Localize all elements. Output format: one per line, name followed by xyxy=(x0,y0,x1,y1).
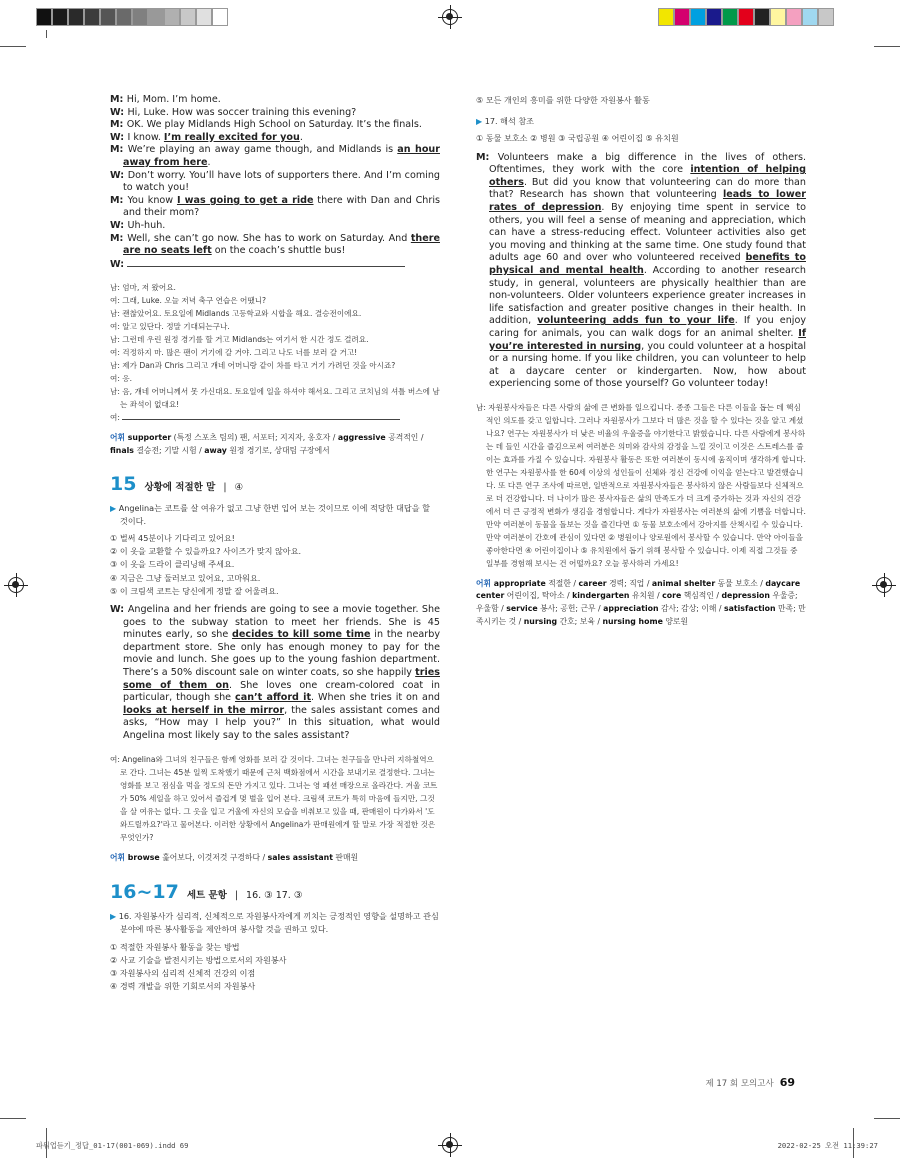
question-15-options xyxy=(110,532,440,598)
text-run: . When she tries it on and xyxy=(311,692,441,704)
text-run: Don’t worry. You’ll have lots of supporters there. And I’m coming to watch you! xyxy=(123,169,441,194)
registration-mark-icon xyxy=(442,9,458,25)
key-phrase: tries some of them on xyxy=(123,666,440,691)
dialogue-line xyxy=(110,132,440,145)
separator: | xyxy=(223,481,227,493)
vocab-meaning: 봉사; 공헌; 근무 / xyxy=(537,604,604,614)
option-item: ③ 자원봉사의 심리적 신체적 건강의 이점 xyxy=(110,968,256,979)
dialogue-line xyxy=(110,220,440,233)
triangle-right-icon: ▶ xyxy=(110,503,119,513)
file-name: 파워업듣기_정답_01-17(001-069).indd 69 xyxy=(36,1141,189,1150)
text-run: OK. We play Midlands High School on Saturday. It’s the finals. xyxy=(126,119,422,131)
separator: | xyxy=(234,890,239,902)
key-phrase: an hour away from here xyxy=(123,144,440,168)
question-17-options: ① 동물 보호소 ② 병원 ③ 국립공원 ④ 어린이집 ⑤ 유치원 xyxy=(476,133,679,144)
option-item: ④ 경력 개발을 위한 기회로서의 자원봉사 xyxy=(110,981,256,992)
key-phrase: benefits to physical and mental health xyxy=(489,252,806,276)
speaker-label: W: xyxy=(110,169,128,181)
dialogue-line xyxy=(110,233,440,258)
question-16-explanation: ▶ 16. 자원봉사가 심리적, 신체적으로 자원봉사자에게 끼치는 긍정적인 영향을 설명하고 관심 분야에 따른 봉사활동을 제안하며 봉사할 것을 권하고 있다. xyxy=(110,911,439,935)
vocab-meaning: 경력; 직업 / xyxy=(606,578,652,588)
text-run: , you could volunteer at a hospital or a nursing home. If you like children, you can volunteer to help at a daycare center or kindergarten. Now, how about experiencing some of those yourself? Go volunteer today! xyxy=(489,340,807,390)
question-15-passage xyxy=(110,604,440,743)
key-phrase: intention of helping others xyxy=(489,164,806,188)
speaker-label: M: xyxy=(110,194,128,206)
question-16-17-header xyxy=(110,881,440,904)
question-16-17-passage xyxy=(476,152,806,391)
translation-line: 여: xyxy=(110,411,440,424)
speaker-label: M: xyxy=(110,232,128,244)
key-phrase: If you’re interested in nursing xyxy=(489,327,806,352)
vocab-word: supporter xyxy=(127,433,172,443)
translation-line: 남: 음, 걔네 어머니께서 못 가신대요. 토요일에 일을 하셔야 해서요. 그리고 코치님의 셔틀 버스에 남는 좌석이 없대요! xyxy=(110,387,440,410)
speaker-label: W: xyxy=(110,219,128,231)
speaker-label: W: xyxy=(110,258,128,270)
left-column xyxy=(110,94,440,993)
crop-mark xyxy=(0,46,26,47)
text-run: , the sales assistant comes and asks, “How may I help you?” In this situation, what would Angelina most likely say to the sales assistant? xyxy=(123,704,440,741)
vocab-meaning: 판매원 xyxy=(332,852,359,862)
dialogue-line xyxy=(110,119,440,132)
vocab-word: aggressive xyxy=(337,433,386,443)
right-column xyxy=(476,94,806,628)
answer-blank xyxy=(122,411,400,420)
vocab-meaning: 적절한 / xyxy=(545,578,579,588)
translation-line: 여: 걱정하지 마. 많은 팬이 거기에 갈 거야. 그리고 나도 너를 보러 갈 거고! xyxy=(110,348,358,358)
dialogue-line xyxy=(110,258,440,272)
speaker-label: W: xyxy=(110,604,128,616)
question-16-17-translation: 남: 자원봉사자들은 다른 사람의 삶에 큰 변화를 일으킵니다. 종종 그들은 다른 이들을 돕는 데 핵심적인 의도를 갖고 일합니다. 그러나 자원봉사가 그보다 더 많은 것을 할 수 있다는 것을 알고 계셨나요? 연구는 자원봉사가 더 낮은 비율의 우울증을 야기한다고 밝혔습니다. 다른 사람에게 봉사하는 데 들인 시간을 즐김으로써 여러분은 의미와 감사의 감정을 느낄 것이고 이것은 스트레스를 줄이는 효과를 가질 수 있습니다. 자원봉사 활동은 또한 여러분이 동시에 움직이며 생각하게 합니다. 한 연구는 자원봉사를 한 60세 이상의 성인들이 신체와 정신 건강에 이익을 얻는다고 발견했습니다. 또 다른 연구 조사에 따르면, 일반적으로 자원봉사자들은 봉사하지 않은 사람들보다 신체적으로 더 건강합니다. 더 나이가 많은 봉사자들은 삶의 만족도가 더 크게 증가하는 것과 자신의 건강에서 더 큰 긍정적 변화가 생김을 경험합니다. 게다가 자원봉사는 여러분의 삶에 기쁨을 더합니다. 만약 여러분이 동물을 돌보는 것을 즐긴다면 ① 동물 보호소에서 강아지를 산책시킬 수 있습니다. 만약 여러분이 간호에 관심이 있다면 ② 병원이나 양로원에서 봉사할 수 있습니다. 만약 아이들을 좋아한다면 ④ 어린이집이나 ⑤ 유치원에서 돕기 위해 봉사할 수 있습니다. 이제 직접 그것들 중 일부를 경험해 보시는 건 어떨까요? 오늘 봉사하러 가세요! xyxy=(476,402,806,568)
key-phrase: volunteering adds fun to your life xyxy=(537,315,735,327)
vocab-meaning: 훑어보다, 이것저것 구경하다 / xyxy=(159,852,268,862)
text-run: . By enjoying time spent in service to others, you will feel a sense of meaning and appreciation, which can have a stress-reducing effect. Volunteer activities also get you moving and thinking at the same time. One study found that adults age 60 and over who volunteered received xyxy=(489,201,806,264)
text-run: Hi, Luke. How was soccer training this evening? xyxy=(127,106,357,118)
vocab-meaning: 원정 경기로, 상대팀 구장에서 xyxy=(226,445,330,455)
question-16-options-cont xyxy=(476,94,806,107)
vocab-meaning: 우울증; 우울함 / xyxy=(476,591,798,614)
key-phrase: leads to lower rates of depression xyxy=(489,189,807,213)
text-run: Hi, Mom. I’m home. xyxy=(126,94,221,105)
question-number: 15 xyxy=(110,472,137,495)
test-label: 제 17 회 모의고사 xyxy=(705,1079,774,1089)
speaker-label: W: xyxy=(110,106,128,118)
text-run: You know xyxy=(127,194,177,206)
vocab-meaning: 만족; 만족시키는 것 / xyxy=(476,604,806,626)
vocab-word: sales assistant xyxy=(267,852,333,862)
text-run: . According to another research study, in general, volunteers are physically healthier than are non-volunteers. Older volunteers experience greater increases in life satisfaction and greater positive changes in their health. In addition, xyxy=(489,264,806,327)
vocab-meaning: 간호; 보육 / xyxy=(557,616,603,626)
translation-14 xyxy=(110,281,440,424)
vocab-meaning: 핵심적인 / xyxy=(681,591,722,601)
option-item: ① 벌써 45분이나 기다리고 있어요! xyxy=(110,533,235,543)
dialogue-14 xyxy=(110,94,440,271)
vocab-15 xyxy=(110,852,440,865)
question-17-reference: ▶ 17. 해석 참조 xyxy=(476,116,534,127)
vocab-meaning: 어린이집, 탁아소 / xyxy=(504,591,573,601)
color-strip xyxy=(658,8,834,26)
text-run: . If you enjoy caring for animals, you can walk dogs for an animal shelter. xyxy=(489,315,806,339)
key-phrase: decides to kill some time xyxy=(232,629,371,641)
question-15-header xyxy=(110,472,440,495)
vocab-word: away xyxy=(204,445,227,455)
text-run: . xyxy=(299,131,303,143)
text-run: in the nearby department store. She only has enough money to pay for the movie and lunch. She goes up to the young fashion department. There’s a 50% discount sale on winter coats, so she happily xyxy=(123,629,440,678)
translation-line: 남: 그런데 우린 원정 경기를 할 거고 Midlands는 여기서 한 시간 정도 걸려요. xyxy=(110,335,369,345)
translation-line: 남: 제가 Dan과 Chris 그리고 걔네 어머니랑 같이 차를 타고 거기 가려던 것을 아시죠? xyxy=(110,361,396,371)
text-run: I know. xyxy=(127,131,164,143)
vocab-word: satisfaction xyxy=(724,604,776,614)
crop-mark xyxy=(874,1118,900,1119)
vocab-word: appreciation xyxy=(603,604,659,614)
registration-mark-icon xyxy=(876,577,892,593)
speaker-label: W: xyxy=(110,131,128,143)
vocab-meaning: 공격적인 / xyxy=(385,433,424,443)
vocab-meaning: 결승전; 기말 시험 / xyxy=(133,445,205,455)
translation-line: 남: 엄마, 저 왔어요. xyxy=(110,283,176,293)
vocab-word: service xyxy=(506,604,538,614)
vocab-label: 어휘 xyxy=(110,433,128,443)
speaker-label: M: xyxy=(476,151,498,163)
question-number: 16~17 xyxy=(110,881,179,904)
text-run: Angelina and her friends are going to see a movie together. She goes to the subway station to meet her friends. She is 45 minutes early, so she xyxy=(123,604,440,641)
vocab-word: nursing xyxy=(523,616,558,626)
vocab-meaning: 유치원 / xyxy=(629,591,663,601)
registration-mark-icon xyxy=(442,1137,458,1153)
vocab-meaning: 동물 보호소 / xyxy=(715,578,766,588)
text-run: on the coach’s shuttle bus! xyxy=(211,245,346,257)
speaker-label: M: xyxy=(110,144,128,156)
question-16-options xyxy=(110,941,440,994)
triangle-right-icon: ▶ xyxy=(110,912,119,922)
vocab-word: nursing home xyxy=(602,616,663,626)
dialogue-line xyxy=(110,94,440,107)
question-15-explanation: ▶ Angelina는 코트를 살 여유가 없고 그냥 한번 입어 보는 것이므로 이에 적당한 대답을 할 것이다. xyxy=(110,502,430,526)
vocab-word: finals xyxy=(110,445,134,455)
vocab-word: animal shelter xyxy=(651,578,716,588)
answer-blank xyxy=(127,258,405,267)
text-run: . xyxy=(207,156,211,168)
option-item: ② 이 옷을 교환할 수 있을까요? 사이즈가 맞지 않아요. xyxy=(110,546,302,557)
page-number: 69 xyxy=(779,1076,795,1089)
option-item: ⑤ 모든 개인의 흥미를 위한 다양한 자원봉사 활동 xyxy=(476,95,650,105)
triangle-right-icon: ▶ xyxy=(476,117,485,127)
vocab-word: appropriate xyxy=(493,578,546,588)
vocab-word: depression xyxy=(721,591,770,601)
crop-mark xyxy=(0,1118,26,1119)
text-run: Well, she can’t go now. She has to work on Saturday. And xyxy=(127,232,411,244)
vocab-meaning: 감사; 감상; 이해 / xyxy=(658,604,724,614)
text-run: there with Dan and Chris and their mom? xyxy=(123,194,440,219)
translation-line: 여: 그래, Luke. 오늘 저녁 축구 연습은 어땠니? xyxy=(110,296,267,306)
key-phrase: there are no seats left xyxy=(123,232,440,257)
option-item: ② 사교 기술을 발전시키는 방법으로서의 자원봉사 xyxy=(110,954,287,965)
vocab-word: career xyxy=(578,578,607,588)
vocab-word: kindergarten xyxy=(572,591,630,601)
option-item: ③ 이 옷을 드라이 클리닝해 주세요. xyxy=(110,559,235,570)
vocab-word: core xyxy=(662,591,682,601)
translation-line: 여: 응. xyxy=(110,374,133,384)
speaker-label: M: xyxy=(110,119,127,131)
question-type: 세트 문항 xyxy=(186,890,227,902)
vocab-meaning: (특정 스포츠 팀의) 팬, 서포터; 지지자, 옹호자 / xyxy=(171,433,338,443)
grayscale-strip xyxy=(36,8,228,26)
question-type: 상황에 적절한 말 xyxy=(144,481,216,493)
vocab-meaning: 양로원 xyxy=(662,616,688,626)
text-run: We’re playing an away game though, and Midlands is xyxy=(127,144,398,156)
registration-mark-icon xyxy=(8,577,24,593)
page-footer xyxy=(705,1076,795,1089)
vocab-16-17 xyxy=(476,578,806,628)
translation-line: 남: 괜찮았어요. 토요일에 Midlands 고등학교와 시합을 해요. 결승전이에요. xyxy=(110,309,362,319)
dialogue-line xyxy=(110,170,440,195)
key-phrase: looks at herself in the mirror xyxy=(123,704,285,716)
dialogue-line xyxy=(110,107,440,120)
crop-mark xyxy=(874,46,900,47)
vocab-label: 어휘 xyxy=(476,578,494,588)
option-item: ⑤ 이 크림색 코트는 당신에게 정말 잘 어울려요. xyxy=(110,585,279,596)
vocab-word: browse xyxy=(127,852,160,862)
vocab-label: 어휘 xyxy=(110,852,128,862)
speaker-label: M: xyxy=(110,94,127,105)
crop-mark xyxy=(46,30,47,38)
text-run: Volunteers make a big difference in the lives of others. Oftentimes, they work with the core xyxy=(489,151,806,176)
vocab-word: daycare center xyxy=(476,578,801,601)
answer: ④ xyxy=(234,481,244,493)
translation-line: 여: 알고 있단다. 정말 기대되는구나. xyxy=(110,322,230,332)
dialogue-line xyxy=(110,195,440,220)
option-item: ④ 지금은 그냥 둘러보고 있어요, 고마워요. xyxy=(110,572,261,583)
text-run: . She loves one cream-colored coat in particular, though she xyxy=(123,679,440,704)
question-15-translation: 여: Angelina와 그녀의 친구들은 함께 영화를 보러 갈 것이다. 그녀는 친구들을 만나러 지하철역으로 간다. 그녀는 45분 일찍 도착했기 때문에 근처 백화점에서 시간을 보내기로 결정한다. 그녀는 영화를 보고 점심을 먹을 정도의 돈만 가지고 있다. 그녀는 영 패션 매장으로 올라간다. 겨울 코트가 50% 세일을 하고 있어서 즐겁게 몇 벌을 입어 본다. 크림색 코트가 특히 마음에 들지만, 그것을 살 여유는 없다. 그 옷을 입고 거울에 자신의 모습을 비춰보고 있을 때, 판매원이 다가와서 '도와드릴까요?'라고 물어본다. 이러한 상황에서 Angelina가 판매원에게 할 말로 가장 적절한 것은 무엇인가? xyxy=(110,754,438,842)
option-item: ① 적절한 자원봉사 활동을 찾는 방법 xyxy=(110,941,240,952)
key-phrase: I was going to get a ride xyxy=(176,194,314,206)
key-phrase: I’m really excited for you xyxy=(163,131,300,143)
answer: 16. ③ 17. ③ xyxy=(246,890,303,902)
key-phrase: can’t afford it xyxy=(235,692,312,704)
text-run: Uh-huh. xyxy=(127,219,166,231)
text-run: . But did you know that volunteering can do more than that? Research has shown that volunteering xyxy=(489,176,806,201)
vocab-14 xyxy=(110,432,440,457)
print-timestamp: 2022-02-25 오전 11:39:27 xyxy=(777,1141,878,1150)
dialogue-line xyxy=(110,144,440,169)
